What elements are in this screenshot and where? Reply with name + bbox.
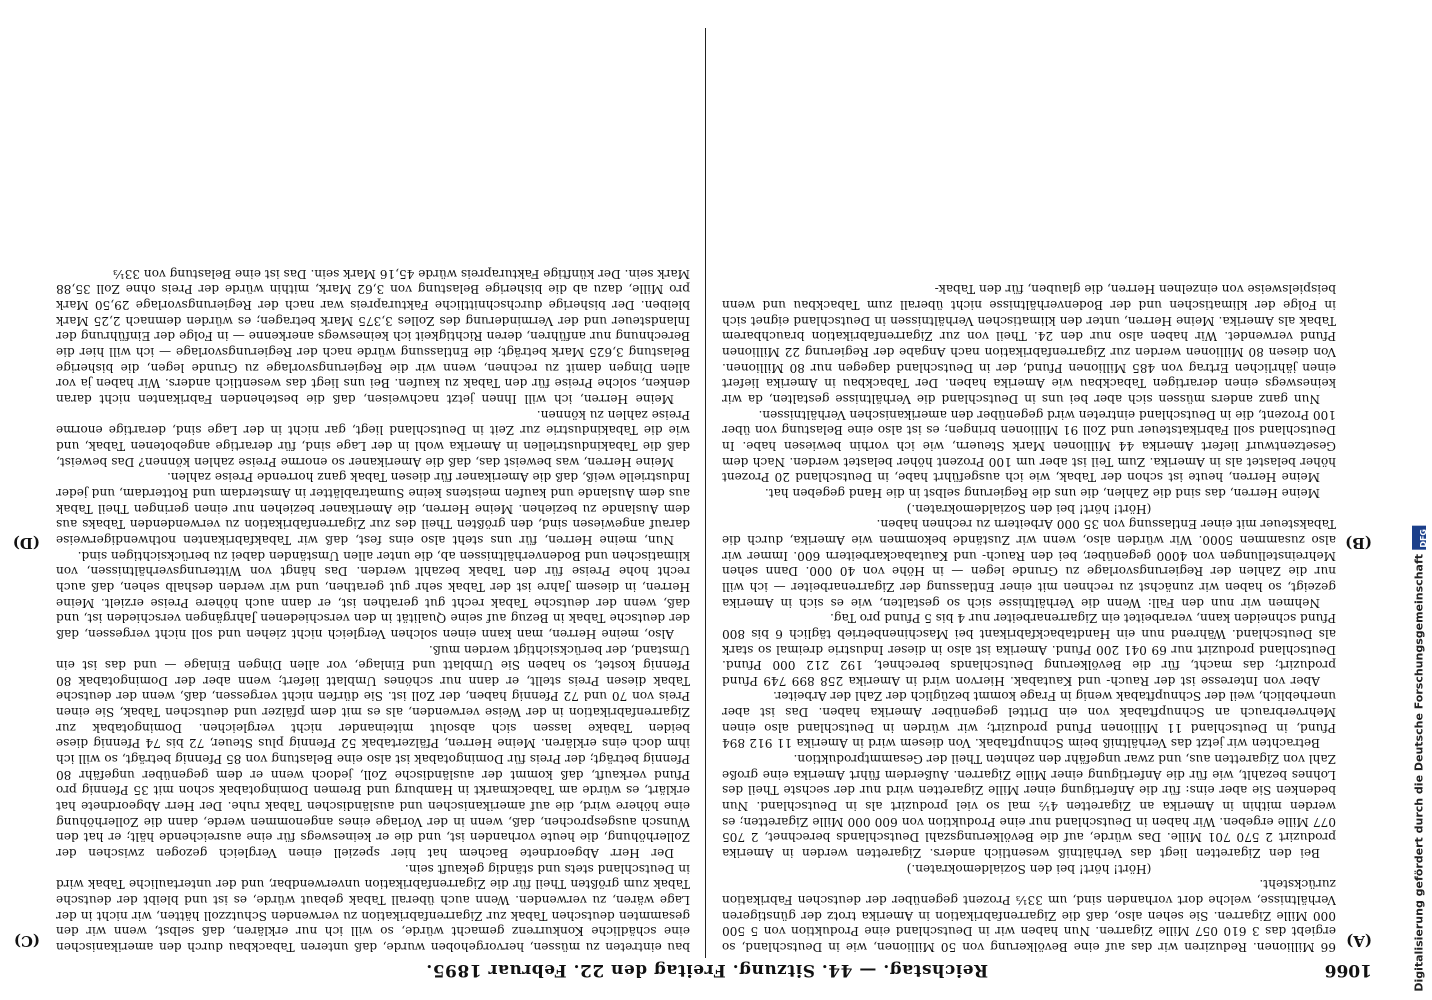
paragraph: Meine Herren, was beweist das, daß die Amerikaner so enorme Preise zahlen können? Das beweist, daß die Tabakindustriellen in Amerika wohl in der Lage sind, für derartige angebotenen Tabak, und wie die Tabakindustrie zur Zeit in Deutschland liegt, gar nicht in der Lage sind, derartige enorme Preise zahlen zu können. (56, 407, 690, 469)
paragraph: 66 Millionen. Reduziren wir das auf eine Bevölkerung von 50 Millionen, wie in Deutschland, so ergiebt das 3 610 057 Mille Zigarren. Nun haben wir in Deutschland eine Produktion von 5 500 000 Mille Zigarren. Sie sehen also, daß die Zigarrenfabrikation in Amerika trotz der günstigeren Verhältnisse, welche dort vorhanden sind, um 33⅓ Prozent gegenüber der deutschen Fabrikation zurücksteht. (722, 877, 1336, 954)
running-title: Reichstag. — 44. Sitzung. Freitag den 22. Februar 1895. (425, 960, 989, 980)
interjection: (Hört! hört! bei den Sozialdemokraten.) (906, 501, 1152, 516)
paragraph: Nehmen wir nun den Fall: Wenn die Verhältnisse sich so gestalten, wie es sich in Amerika gezeigt, so haben wir zunächst zu rechnen mit einer Entlassung der Zigarrenarbeiter — ich will nur die Zahlen der Regierungsvorlage zu Grunde legen — in Höhe von 40 000. Dann sehen Mehreinstellungen von 4000 gegenüber, bei den Rauch- und Kautabackarbeitern 600. Immer wir also zusammen 5000. Wir würden also, wenn wir Zustände bekommen wie Amerika, durch die Tabaksteuer mit einer Entlassung von 35 000 Arbeitern zu rechnen haben. (722, 517, 1336, 610)
margin-mark-c: (C) (13, 932, 40, 950)
page-number: 1066 (1324, 960, 1372, 980)
paragraph: Nun ganz anders müssen sich aber bei uns in Deutschland die Verhältnisse gestalten, da wir keineswegs einen derartigen Tabackbau wie Amerika haben. Der Tabackbau in Amerika liefert einen jährlichen Ertrag von 485 Millionen Pfund, der in Deutschland dagegen nur 80 Millionen. Von diesen 80 Millionen werden zur Zigarrenfabrikation nach Angabe der Regierung 22 Millionen Pfund verwendet. Wir haben also nur den 24. Theil von zur Zigarrenfabrikation brauchbarem Tabak als Amerika. Meine Herren, unter den klimatischen Verhältnissen in Deutschland eignet sich in Folge der klimatischen und der Bodenverhältnisse nicht überall zum Tabackbau und wenn beispielsweise von einzelnen Herren, die glauben, für den Tabak- (722, 282, 1336, 407)
margin-mark-d: (D) (12, 534, 40, 552)
paragraph: Meine Herren, heute ist schon der Tabak, wie ich ausgeführt habe, in Deutschland 20 Prozent höher belastet als in Amerika. Zum Teil ist aber um 100 Prozent höher belastet werden. Nach dem Gesetzentwurf liefert Amerika 44 Millionen Mark Steuern, wie ich vorhin bewiesen habe. In Deutschland soll Fabrikatsteuer und Zoll 91 Millionen bringen; es ist also eine Belastung von über 100 Prozent, die in Deutschland eintreten wird gegenüber den amerikanischen Verhältnissen. (722, 407, 1336, 485)
paragraph: Meine Herren, ich will Ihnen jetzt nachweisen, daß die bestehenden Fabrikanten nicht daran denken, solche Preise für den Tabak zu kaufen. Bei uns liegt das wesentlich anders. Wir haben ja vor allen Dingen damit zu rechnen, wenn wir die Regierungsvorlage zu Grunde legen, die bisherige Belastung 3,625 Mark beträgt; die Entlassung würde nach der Regierungsvorlage — ich will hier die Berechnung nur anführen, deren Richtigkeit ich keineswegs anerkenne — in Folge der Einführung der Inlandsteuer und der Verminderung des Zolles 3,375 Mark betragen; es würden demnach 2,25 Mark bleiben. Der bisherige durchschnittliche Fakturapreis war nach der Regierungsvorlage 29,50 Mark pro Mille, dazu ab die bisherige Belastung von 3,62 Mark, mithin würde der Preis ohne Zoll 35,88 Mark sein. Der künftige Fakturapreis würde 45,16 Mark sein. Das ist eine Belastung von 33⅓ (56, 266, 690, 407)
margin-mark-a: (A) (1346, 932, 1372, 950)
text-column-right (56, 34, 690, 954)
paragraph: bau eintreten zu müssen, hervorgehoben wurde, daß unteren Tabackbau durch den amerikanischen eine schädliche Konkurrenz gemacht würde, so will ich nur erklären, daß selbst, wenn wir den gesammten deutschen Tabak zur Zigarrenfabrikation zu verwenden Schutzzoll hätten, wir nicht in der Lage wären, zu verwenden. Wenn auch überall Tabak gebaut würde, es ist und bleibt der deutsche Tabak zum größten Theil für die Zigarrenfabrikation unverwendbar, und der untertauliche Tabak wird in Deutschland stets und ständig gekauft sein. (56, 861, 690, 954)
column-divider (705, 28, 706, 958)
margin-mark-b: (B) (1345, 534, 1372, 552)
paragraph: Nun, meine Herren, für uns steht also eins fest, daß wir Tabakfabrikanten nothwendigerweise darauf angewiesen sind, den größten Theil des zur Zigarrenfabrikation zu verwendenden Tabaks aus dem Auslande zu beziehen. Meine Herren, die Amerikaner beziehen nur einen geringen Theil Tabak aus dem Auslande und kaufen meistens keine Sumatrablätter in Amsterdam und Rotterdam, und jeder Industrielle weiß, daß die Amerikaner für diesen Tabak ganz horrende Preise zahlen. (56, 470, 690, 547)
credit-text: Digitalisierung gefördert durch die Deutsche Forschungsgemeinschaft (1412, 554, 1426, 992)
paragraph: Der Herr Abgeordnete Bachem hat hier speziell einen Vergleich gezogen zwischen der Zollerhöhung, die heute vorhanden ist, und die er keineswegs für eine ausreichende hält; er hat den Wunsch ausgesprochen, daß, wenn in der Vorlage eines angenommen werde, dann die Zollerhöhung eine höhere wird, die auf amerikanischen und ausländischen Tabak ruhe. Der Herr Abgeordnete hat erklärt, es würde am Tabackmarkt in Hamburg und Bremen Domingotabak schon mit 35 Pfennig pro Pfund verkauft, daß kommt der ausländische Zoll, jedoch wenn er dem gegenüber ungefähr 80 Pfennig beträgt; der Preis für Domingotabak ist also eine Belastung von 85 Pfennig beträgt, so will ich ihm doch eins erklären. Meine Herren, Pfälzertabak 52 Pfennig plus Steuer, 72 bis 74 Pfennig diese beiden Tabake lassen sich absolut miteinander nicht vergleichen. Domingotabak zur Zigarrenfabrikation in der Weise verwenden, als es mit dem pfälzer und deutschen Tabak, Sie einen Preis von 70 und 72 Pfennig haben, der Zoll ist. Sie dürfen nicht vergessen, daß, wenn der deutsche Tabak diesen Preis stellt, er dann nur schönes Umblatt liefert; wenn aber der Domingotabak 80 Pfennig kostet, so haben Sie Umblatt und Einlage, vor allen Dingen Einlage — und das ist ein Umstand, der berücksichtigt werden muß. (56, 642, 690, 861)
paragraph: Bei den Zigaretten liegt das Verhältniß wesentlich anders. Zigaretten werden in Amerika produzirt 2 570 701 Mille. Das würde, auf die Bevölkerungszahl Deutschlands berechnet, 2 705 077 Mille ergeben. Wir haben in Deutschland nur eine Produktion von 600 000 Mille Zigaretten; es werden mithin in Amerika an Zigaretten 4½ mal so viel produzirt als in Deutschland. Nun bedenken Sie aber eins: für die Anfertigung einer Mille Zigaretten wird nur der sechste Theil des Lohnes bezahlt, wie für die Anfertigung einer Mille Zigarren. Außerdem führt Amerika eine große Zahl von Zigaretten aus, und zwar ungefähr den zehnten Theil der Gesammtproduktion. (722, 752, 1336, 861)
digitization-credit (1412, 526, 1426, 992)
text-column-left (722, 34, 1336, 954)
dfg-logo-icon: DFG (1412, 526, 1426, 550)
paragraph: Also, meine Herren, man kann einen solchen Vergleich nicht ziehen und soll nicht vergessen, daß der deutsche Tabak in Bezug auf seine Qualität in den verschiedenen Jahrgängen verschieden ist, und daß, wenn der deutsche Tabak recht gut gerathen ist, er dann auch höhere Preise erzielt. Meine Herren, in diesem Jahre ist der Tabak sehr gut gerathen, und wir werden deshalb sehen, daß auch recht hohe Preise für den Tabak bezahlt werden. Das hängt von Witterungsverhältnissen, von klimatischen und Bodenverhältnissen ab, die unter allen Umständen dabei zu berücksichtigen sind. (56, 548, 690, 641)
paragraph: Betrachten wir jetzt das Verhältniß beim Schnupftabak. Von diesem wird in Amerika 11 912 894 Pfund, in Deutschland 11 Millionen Pfund produzirt; wir würden in Deutschland also einen Mehrverbrauch an Schnupftabak von ein Drittel gegenüber Amerika haben. Das ist aber unerheblich, weil der Schnupftabak wenig in Frage kommt bezüglich der Zahl der Arbeiter. (722, 689, 1336, 751)
interjection: (Hört! hört! bei den Sozialdemokraten.) (906, 861, 1152, 876)
paragraph: Meine Herren, das sind die Zahlen, die uns die Regierung selbst in die Hand gegeben hat. (764, 485, 1320, 500)
paragraph: Aber von Interesse ist der Rauch- und Kautabak. Hiervon wird in Amerika 258 899 749 Pfund produzirt; das macht, für die Bevölkerung Deutschlands berechnet, 192 212 000 Pfund. Deutschland produzirt nur 69 041 200 Pfund. Amerika ist also in dieser Industrie dreimal so stark als Deutschland. Während nun ein Handtabackfabrikant bei Maschinenbetrieb täglich 6 bis 800 Pfund schneiden kann, verarbeitet ein Zigarrenarbeiter nur 4 bis 5 Pfund pro Tag. (722, 611, 1336, 688)
page-header (42, 952, 1372, 986)
